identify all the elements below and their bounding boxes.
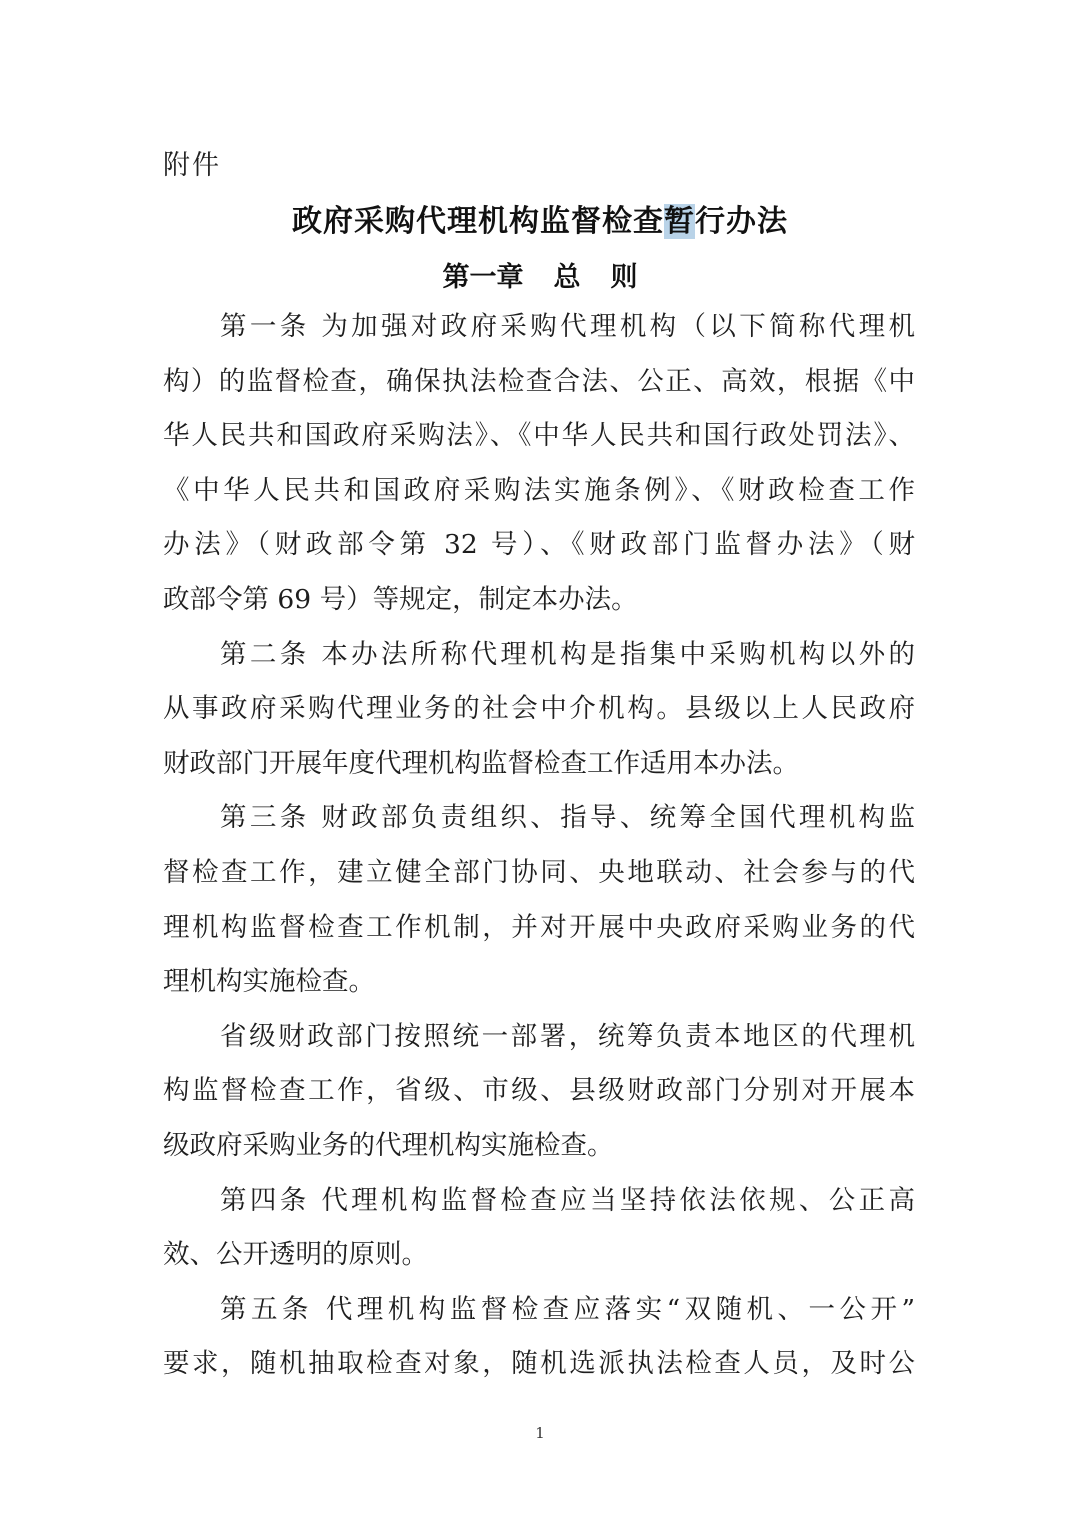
text-line: 华人民共和国政府采购法》、《中华人民共和国行政处罚法》、 bbox=[163, 420, 915, 452]
attachment-label: 附件 bbox=[163, 150, 221, 181]
text-line: 构）的监督检查，确保执法检查合法、公正、高效，根据《中 bbox=[163, 365, 915, 397]
title-highlighted-char[interactable]: 暂 bbox=[664, 204, 695, 239]
text-line: 财政部门开展年度代理机构监督检查工作适用本办法。 bbox=[163, 747, 799, 779]
body-text bbox=[163, 300, 915, 1392]
text-line: 理机构监督检查工作机制，并对开展中央政府采购业务的代 bbox=[163, 911, 915, 943]
text-line: 《中华人民共和国政府采购法实施条例》、《财政检查工作 bbox=[163, 474, 915, 506]
text-line: 第五条 代理机构监督检查应落实“双随机、一公开” bbox=[220, 1293, 915, 1325]
chapter-name-part1: 总 bbox=[553, 262, 581, 293]
chapter-name-part2: 则 bbox=[610, 262, 638, 293]
text-line: 省级财政部门按照统一部署，统筹负责本地区的代理机 bbox=[220, 1020, 915, 1052]
text-line: 办法》（财政部令第 32 号）、《财政部门监督办法》（财 bbox=[163, 529, 915, 561]
text-line: 政部令第 69 号）等规定，制定本办法。 bbox=[163, 583, 638, 615]
page-number: 1 bbox=[535, 1424, 545, 1442]
text-line: 效、公开透明的原则。 bbox=[163, 1239, 428, 1271]
document-title bbox=[0, 196, 1080, 240]
title-text-before: 政府采购代理机构监督检查 bbox=[292, 204, 664, 239]
text-line: 构监督检查工作，省级、市级、县级财政部门分别对开展本 bbox=[163, 1075, 915, 1107]
chapter-number: 第一章 bbox=[442, 262, 524, 293]
text-line: 督检查工作，建立健全部门协同、央地联动、社会参与的代 bbox=[163, 856, 915, 888]
text-line: 从事政府采购代理业务的社会中介机构。县级以上人民政府 bbox=[163, 693, 915, 725]
text-line: 第四条 代理机构监督检查应当坚持依法依规、公正高 bbox=[220, 1184, 915, 1216]
text-line: 第一条 为加强对政府采购代理机构（以下简称代理机 bbox=[220, 311, 915, 342]
chapter-heading bbox=[0, 255, 1080, 294]
text-line: 第三条 财政部负责组织、指导、统筹全国代理机构监 bbox=[220, 802, 915, 834]
text-line: 理机构实施检查。 bbox=[163, 966, 375, 998]
text-line: 要求，随机抽取检查对象，随机选派执法检查人员，及时公 bbox=[163, 1348, 915, 1380]
title-text-after: 行办法 bbox=[695, 204, 788, 239]
text-line: 第二条 本办法所称代理机构是指集中采购机构以外的 bbox=[220, 638, 915, 670]
text-line: 级政府采购业务的代理机构实施检查。 bbox=[163, 1129, 614, 1161]
